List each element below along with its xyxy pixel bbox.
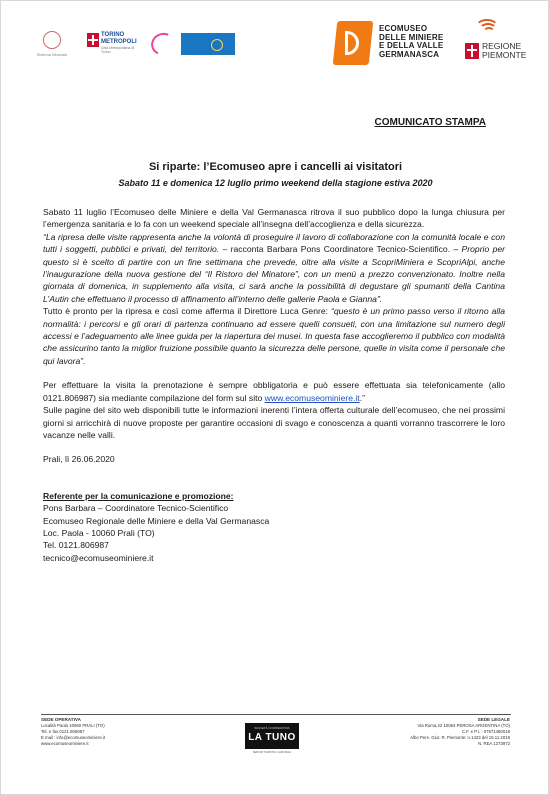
la-tuno-top: SOCIETÀ COOPERATIVA [254, 726, 290, 730]
date-place: Prali, lì 26.06.2020 [43, 454, 115, 465]
document-title: Si riparte: l’Ecomuseo apre i cancelli ai visitatori [148, 161, 403, 173]
contact-line: Loc. Paola - 10060 Prali (TO) [43, 527, 155, 538]
contact-heading: Referente per la comunicazione e promozione: [43, 490, 234, 501]
la-tuno-sub: SERVIZI TURISTICI CULTURALI [252, 751, 292, 754]
document-body [43, 206, 505, 564]
shield-icon [465, 43, 479, 59]
flag-icon [87, 33, 99, 47]
website-link[interactable]: www.ecomuseominiere.it [264, 392, 360, 403]
contact-line: Tel. 0121.806987 [43, 540, 109, 551]
paragraph-quote-genre: Tutto è pronto per la ripresa e così come afferma il Direttore Luca Genre: “questo è un primo passo verso il ritorno alla normalità: i percorsi e gli orari di partenza continuano ad essere quelli consueti, con una limitazione sul numero degli accessi e l’adeguamento alle linee guida per la riapertura dei musei. In questa fase accoglieremo il pubblico con modalità che assicurino tanto la miglior fruizione possibile quanto la sicurezza delle persone, quelle in visita come il personale che qui lavora”. [43, 306, 505, 366]
ring-icon [43, 31, 61, 49]
paragraph-booking: Per effettuare la visita la prenotazione è sempre obbligatoria e può essere effettuata sia telefonicamente (allo 0121.806987) sia mediante compilazione del form sul sito www.ecomuseominiere.it.” [43, 380, 505, 403]
contact-line: Pons Barbara – Coordinatore Tecnico-Scientifico [43, 503, 229, 514]
contact-line: Ecomuseo Regionale delle Miniere e della Val Germanasca [43, 515, 270, 526]
blue-sun-logo [181, 33, 235, 55]
sistema-museale-text: Sistema Museale [36, 52, 68, 57]
header-logos [29, 15, 529, 75]
torino-metropoli-name: TORINO METROPOLI [101, 32, 137, 45]
document-subtitle: Sabato 11 e domenica 12 luglio primo weekend della stagione estiva 2020 [118, 178, 433, 188]
footer-sede-operativa: SEDE OPERATIVA Località Paola 10060 PRALI (TO) Tel. e fax 0121.806987 E mail : info@ecomuseominiere.it www.ecomuseominiere.it [41, 717, 106, 746]
arc-icon [148, 30, 178, 59]
paragraph-intro: Sabato 11 luglio l’Ecomuseo delle Miniere e della Val Germanasca ritrova il suo pubblico dopo la lunga chiusura per l’emergenza sanitaria e lo fa con un weekend speciale all’insegna dell’accoglienza e della sicurezza. [43, 207, 505, 230]
paragraph-website-info: Sulle pagine del sito web disponibili tutte le informazioni inerenti l’intera offerta culturale dell’ecomuseo, che nei prossimi giorni si arricchirà di nuove proposte per garantire occasioni di svago e conoscenza a quanti vorranno trascorrere le loro vacanze nelle valli. [43, 405, 505, 440]
pink-arc-logo [147, 31, 177, 57]
paragraph-quote-pons: “La ripresa delle visite rappresenta anche la volontà di proseguire il lavoro di collaborazione con la comunità locale e con tutti i soggetti, pubblici e privati, del territorio. – racconta Barbara Pons Coordinatore Tecnico-Scientifico. – Proprio per questo si è scelto di partire con un fine settimana che prevede, oltre alla visite a ScopriMiniera e ScopriAlpi, anche l’inaugurazione della nuova gestione del “Il Ristoro del Minatore”, con un menù a prezzo convenzionato. Inoltre nella giornata di domenica, in supplemento alla visita, ci sarà anche la possibilità di degustare gli spumanti della Cantina L’Autin che effettuano il processo di affinamento all’interno delle gallerie Paola e Gianna”. [43, 231, 505, 304]
regione-piemonte-name: REGIONE PIEMONTE [482, 41, 527, 60]
sun-icon [211, 39, 223, 51]
footer-divider [41, 714, 511, 715]
sistema-museale-logo [29, 31, 75, 61]
contact-email: tecnico@ecomuseominiere.it [43, 552, 154, 563]
swirl-icon [473, 15, 499, 37]
la-tuno-name: LA TUNO [248, 732, 296, 743]
footer-sede-legale: SEDE LEGALE Via Roma,22 10063 PEROSA ARGENTINA (TO) C.F. e P.I. : 07571460018 Albo Pers. Giur. R. Piemonte: n.1423 del 15.11.2019 N. REA 1273972 [410, 717, 510, 746]
ecomuseo-logo [331, 15, 451, 75]
ecomuseo-mark-icon [331, 19, 375, 67]
regione-piemonte-logo [463, 15, 533, 75]
torino-metropoli-sub: Città Metropolitana di Torino [101, 46, 135, 54]
torino-metropoli-logo [87, 31, 143, 57]
la-tuno-logo [245, 723, 299, 757]
ecomuseo-name: ECOMUSEO DELLE MINIERE E DELLA VALLE GERMANASCA [379, 24, 444, 59]
press-release-label: COMUNICATO STAMPA [374, 117, 486, 128]
